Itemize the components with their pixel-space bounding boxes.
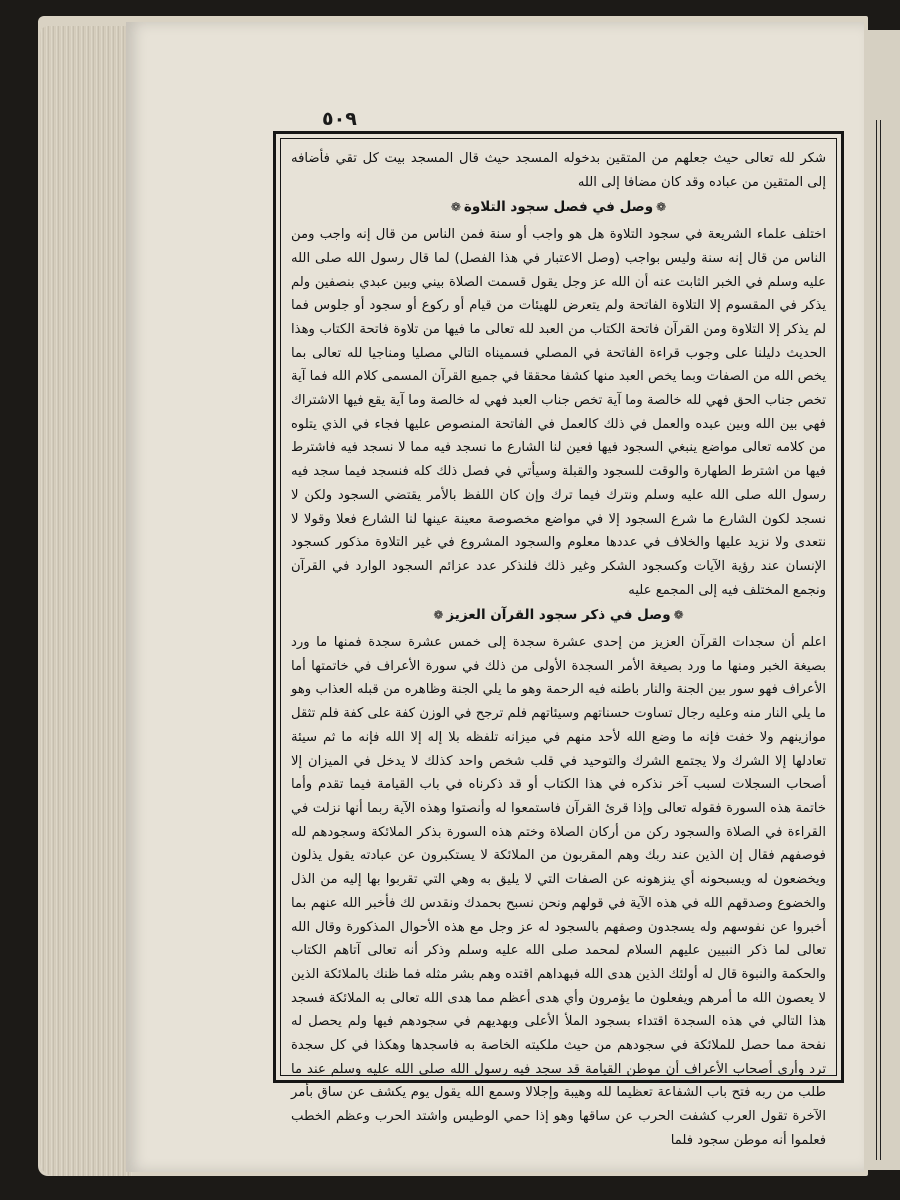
page-edges (40, 26, 132, 1176)
page-number: ٥٠٩ (322, 108, 357, 130)
page-text (291, 147, 826, 1148)
section-heading (291, 196, 826, 220)
ornament-icon: ❁ (656, 200, 667, 215)
section-heading-text: وصل في ذكر سجود القرآن العزيز (446, 607, 671, 624)
section-heading (291, 604, 826, 628)
paragraph: شكر لله تعالى حيث جعلهم من المتقين بدخوله المسجد حيث قال المسجد بيت كل تقي فأضافه إلى المتقين من عباده وقد كان مضافا إلى الله (291, 151, 826, 190)
section-heading-text: وصل في فصل سجود التلاوة (463, 199, 654, 216)
ornament-icon: ❁ (433, 608, 444, 623)
ornament-icon: ❁ (450, 200, 461, 215)
paragraph: اختلف علماء الشريعة في سجود التلاوة هل هو واجب أو سنة فمن الناس من قال إنه واجب ومن الناس من قال إنه سنة وليس بواجب (وصل الاعتبار في هذا الفصل) لما قال رسول الله صلى الله عليه وسلم في الخبر الثابت عنه أن الله عز وجل يقول قسمت الصلاة بيني وبين عبدي بنصفين ولم يذكر في المقسوم إلا التلاوة الفاتحة ولم يتعرض للهيئات من قيام أو ركوع أو سجود أو جلوس فما لم يذكر إلا التلاوة ومن القرآن فاتحة الكتاب من العبد لله تعالى ما فيها من تلاوة فاتحة الكتاب وهذا الحديث دليلنا على وجوب قراءة الفاتحة في المصلي فسميناه التالي مصليا ومناجيا لله تعالى بما يخص الله من الصفات وبما يخص العبد منها كشفا محققا في جميع القرآن المسمى كلام الله فما آية تخص جناب الحق فهي لله خالصة وما آية تخص جناب العبد فهي له خالصة وما آية يقع فيها الاشتراك فهي بين الله وبين عبده والعمل في ذلك كالعمل في الفاتحة المنصوص عليها فجاء في الذي يتلوه من كلامه تعالى مواضع ينبغي السجود فيها فعين لنا الشارع ما نسجد فيه مما لا نسجد فيه فاشترط فيها من اشترط الطهارة والوقت للسجود والقبلة وسيأتي في فصل ذلك كله فنسجد فيما سجد فيه رسول الله صلى الله عليه وسلم ونترك فيما ترك وإن كان اللفظ بالأمر يقتضي السجود ولكن لا نسجد لكون الشارع ما شرع السجود إلا في مواضع مخصوصة معينة عينها لنا الشارع فعلا وقولا لا نتعدى ولا نزيد عليها والخلاف في عددها معلوم والسجود المشروع في غير التلاوة مذكور كسجود الإنسان عند رؤية الآيات وكسجود الشكر وغير ذلك فلنذكر عدد عزائم السجود الوارد في القرآن ونجمع المختلف فيه إلى المجمع عليه (291, 227, 826, 598)
text-frame (273, 131, 844, 1148)
facing-page-rule (880, 120, 881, 1160)
text-frame-inner (280, 138, 837, 1148)
facing-page-rule (876, 120, 877, 1160)
facing-page (864, 30, 900, 1170)
ornament-icon: ❁ (673, 608, 684, 623)
paragraph: اعلم أن سجدات القرآن العزيز من إحدى عشرة سجدة إلى خمس عشرة سجدة فمنها ما ورد بصيغة الخبر ومنها ما ورد بصيغة الأمر السجدة الأولى من ذلك في سورة الأعراف في خاتمتها أما الأعراف فهو سور بين الجنة والنار باطنه فيه الرحمة وهو ما يلي الجنة وظاهره من قبله العذاب وهو ما يلي النار منه وعليه رجال تساوت حسناتهم وسيئاتهم فلم ترجح في الوزن كفة على كفة فلم تثقل موازينهم ولا خفت فإنه ما وضع الله لأحد منهم في ميزانه تلفظه بلا إله إلا الله فإنه ما ثم سيئة تعادلها إلا الشرك ولا يجتمع الشرك والتوحيد في قلب شخص واحد كذلك لا يدخل في الميزان إلا أصحاب السجلات لسبب آخر نذكره في هذا الكتاب أو قد ذكرناه في باب القيامة فيما تقدم وأما خاتمة هذه السورة فقوله تعالى وإذا قرئ القرآن فاستمعوا له وأنصتوا وهذه الآية ربما أنها نزلت في القراءة في الصلاة والسجود ركن من أركان الصلاة وختم هذه السورة بذكر الملائكة وسجودهم لله فوصفهم فقال إن الذين عند ربك وهم المقربون من الملائكة لا يستكبرون عن عبادته يقول يذلون ويخضعون له ويسبحونه أي ينزهونه عن الصفات التي لا يليق به وهي التي تقربوا بها إليه من الذل والخضوع وصدقهم الله في هذه الآية في قولهم ونحن نسبح بحمدك ونقدس لك فأخبر الله عنهم بما أخبروا عن نفوسهم وله يسجدون وصفهم بالسجود له عز وجل مع هذه الأحوال المذكورة وقال الله تعالى لما ذكر النبيين عليهم السلام لمحمد صلى الله عليه وسلم وذكر أنه تعالى آتاهم الكتاب والحكمة والنبوة قال له أولئك الذين هدى الله فبهداهم اقتده وهم بشر مثله فما ظنك بالملائكة الذين لا يعصون الله ما أمرهم ويفعلون ما يؤمرون وأي هدى أعظم مما هدى الله تعالى به الملائكة فسجد هذا التالي في هذه السجدة اقتداء بسجود الملأ الأعلى وبهديهم في سجودهم فيها ولم يحصل له نفحة مما حصل للملائكة في سجودهم من حيث ملكيته الخاصة به فاسجدها وهكذا في كل سجدة ترد وأرى أصحاب الأعراف أن موطن القيامة قد سجد فيه رسول الله صلى الله عليه وسلم عند ما طلب من ربه فتح باب الشفاعة تعظيما لله وهيبة وإجلالا وسمع الله يقول يوم يكشف عن ساق بأمر الآخرة تقول العرب كشفت الحرب عن ساقها وهو إذا حمي الوطيس واشتد الحرب وعظم الخطب فعلموا أنه موطن سجود فلما (291, 635, 826, 1148)
